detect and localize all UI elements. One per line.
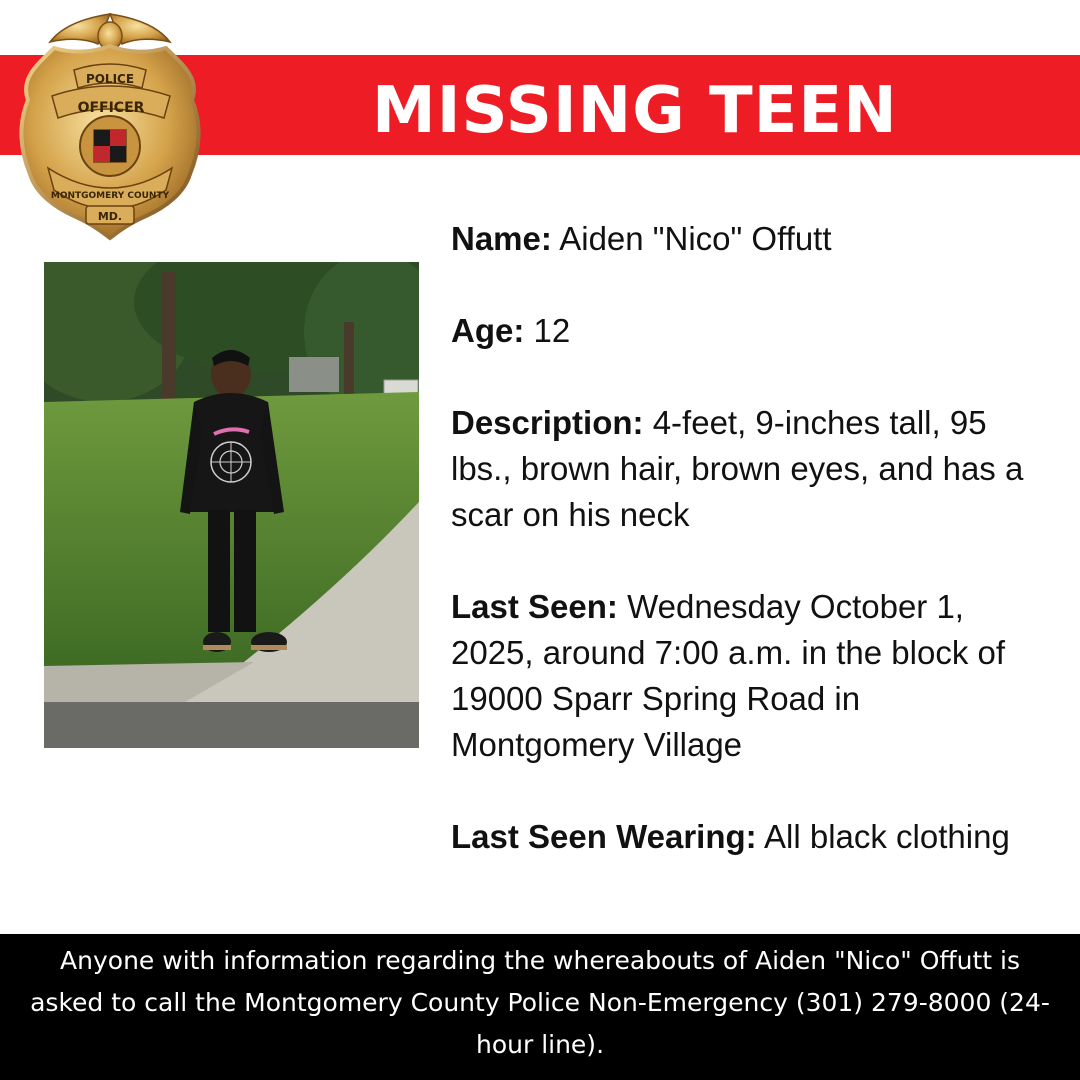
details-panel [451,216,1051,906]
name-value: Aiden "Nico" Offutt [559,220,832,257]
last-seen-value: Wednesday October 1, 2025, around 7:00 a.m. in the block of 19000 Sparr Spring Road in Montgomery Village [451,588,1006,763]
page-title: MISSING TEEN [372,74,898,148]
description-value: 4-feet, 9-inches tall, 95 lbs., brown hair, brown eyes, and has a scar on his neck [451,404,1024,533]
wearing-field [451,814,1051,860]
age-label: Age: [451,312,525,349]
age-value: 12 [533,312,571,349]
badge-banner-text: OFFICER [77,100,145,116]
description-field [451,400,1051,538]
badge-top-text: POLICE [85,72,135,86]
name-label: Name: [451,220,552,257]
description-label: Description: [451,404,644,441]
age-field [451,308,1051,354]
last-seen-field [451,584,1051,768]
missing-person-photo [44,262,419,748]
police-badge-icon [14,8,206,244]
name-field [451,216,1051,262]
wearing-label: Last Seen Wearing: [451,818,757,855]
badge-ring-text: MONTGOMERY COUNTY [50,191,170,201]
wearing-value: All black clothing [764,818,1010,855]
last-seen-label: Last Seen: [451,588,618,625]
footer-contact-text: Anyone with information regarding the whereabouts of Aiden "Nico" Offutt is asked to call the Montgomery County Police Non-Emergency (301) 279-8000 (24-hour line). [30,946,1050,1059]
badge-bottom-text: MD. [97,210,123,223]
